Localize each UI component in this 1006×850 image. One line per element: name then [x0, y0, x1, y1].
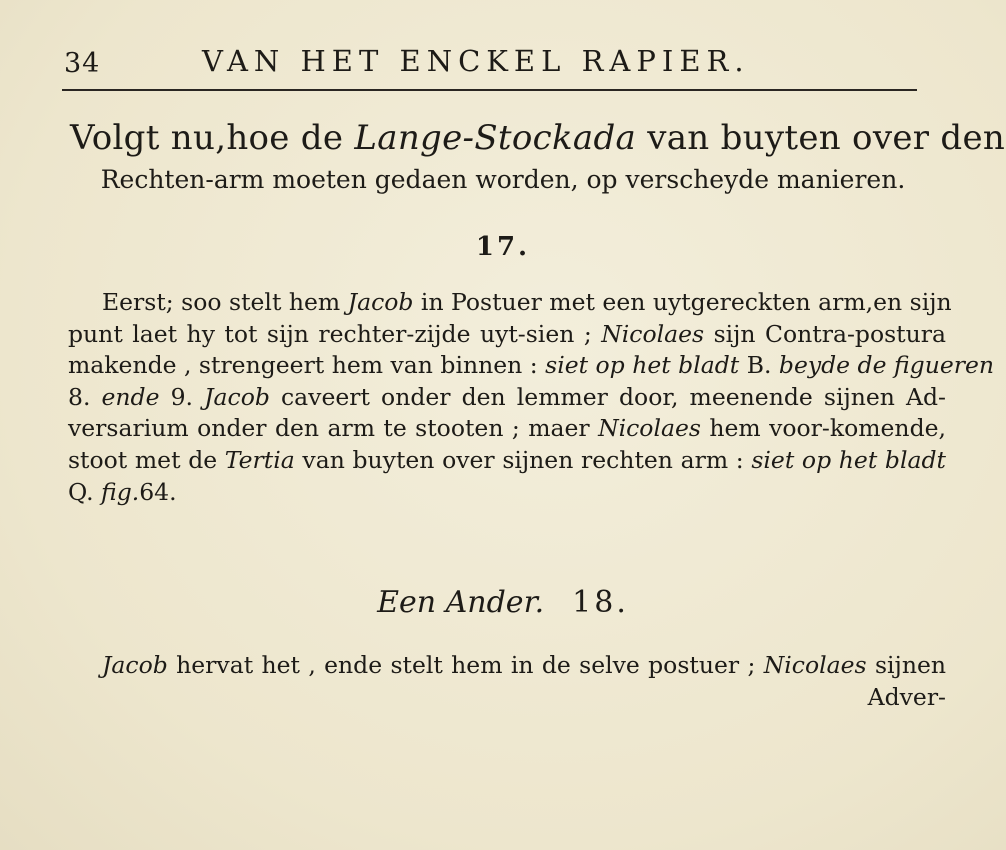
text-run: versarium onder den arm te stooten ; maer [68, 414, 599, 443]
italic-text: Jacob [204, 382, 270, 411]
text-line [68, 287, 952, 319]
italic-text: fig. [101, 477, 140, 506]
running-head: VAN HET ENCKEL RAPIER. [202, 44, 750, 78]
italic-text: Jacob [347, 288, 414, 316]
text-run: sijn Contra-postura [704, 319, 946, 348]
italic-text: Jacob [102, 651, 168, 679]
text-run: sijnen [866, 651, 946, 679]
text-run: hem voor-komende, [700, 414, 946, 443]
header-rule [62, 89, 917, 91]
italic-text: beyde de figueren [778, 351, 995, 380]
section-number-18: 18. [572, 585, 629, 620]
text-run: 9. [159, 382, 205, 411]
heading-text-c: van buyten over den [636, 118, 1006, 158]
section-number-17: 17. [475, 232, 531, 262]
page-number: 34 [64, 48, 101, 79]
italic-text: ende [101, 382, 160, 411]
heading-text-italic: Lange-Stockada [354, 118, 637, 158]
section-title: Een Ander. [377, 585, 545, 620]
text-line [68, 413, 946, 445]
text-line [68, 445, 946, 477]
text-run: in Postuer met een uytgereckten arm,en sijn [413, 288, 952, 316]
text-run: van buyten over sijnen rechten arm : [294, 445, 752, 474]
italic-text: siet op het bladt [751, 445, 946, 474]
paragraph-17 [68, 287, 995, 508]
chapter-heading [70, 118, 1006, 158]
heading-text-a: Volgt nu,hoe de [70, 118, 355, 158]
paragraph-18 [68, 650, 946, 713]
text-run: Eerst; soo stelt hem [102, 288, 348, 316]
italic-text: Nicolaes [763, 651, 867, 679]
text-run: stoot met de [68, 445, 225, 474]
italic-text: Nicolaes [598, 414, 701, 443]
text-run: B. [739, 351, 779, 380]
text-line [68, 382, 946, 414]
text-run: makende , strengeert hem van binnen : [68, 351, 546, 380]
text-run: caveert onder den lemmer door, meenende sijnen Ad- [269, 382, 946, 411]
text-line [68, 477, 946, 509]
text-line [68, 350, 995, 382]
chapter-subheading: Rechten-arm moeten gedaen worden, op verscheyde manieren. [100, 165, 906, 194]
italic-text: siet op het bladt [545, 351, 740, 380]
text-run: 64. [139, 477, 177, 506]
section-heading-18 [0, 585, 1006, 620]
text-run: 8. [68, 382, 102, 411]
catchword: Adver- [867, 682, 946, 711]
text-run: Q. [68, 477, 102, 506]
italic-text: Tertia [224, 445, 295, 474]
italic-text: Nicolaes [601, 319, 705, 348]
text-line [68, 319, 946, 351]
page-header [62, 40, 917, 80]
text-run: punt laet hy tot sijn rechter-zijde uyt-sien ; [68, 319, 602, 348]
text-line [68, 650, 946, 682]
text-run: hervat het , ende stelt hem in de selve postuer ; [167, 651, 764, 679]
